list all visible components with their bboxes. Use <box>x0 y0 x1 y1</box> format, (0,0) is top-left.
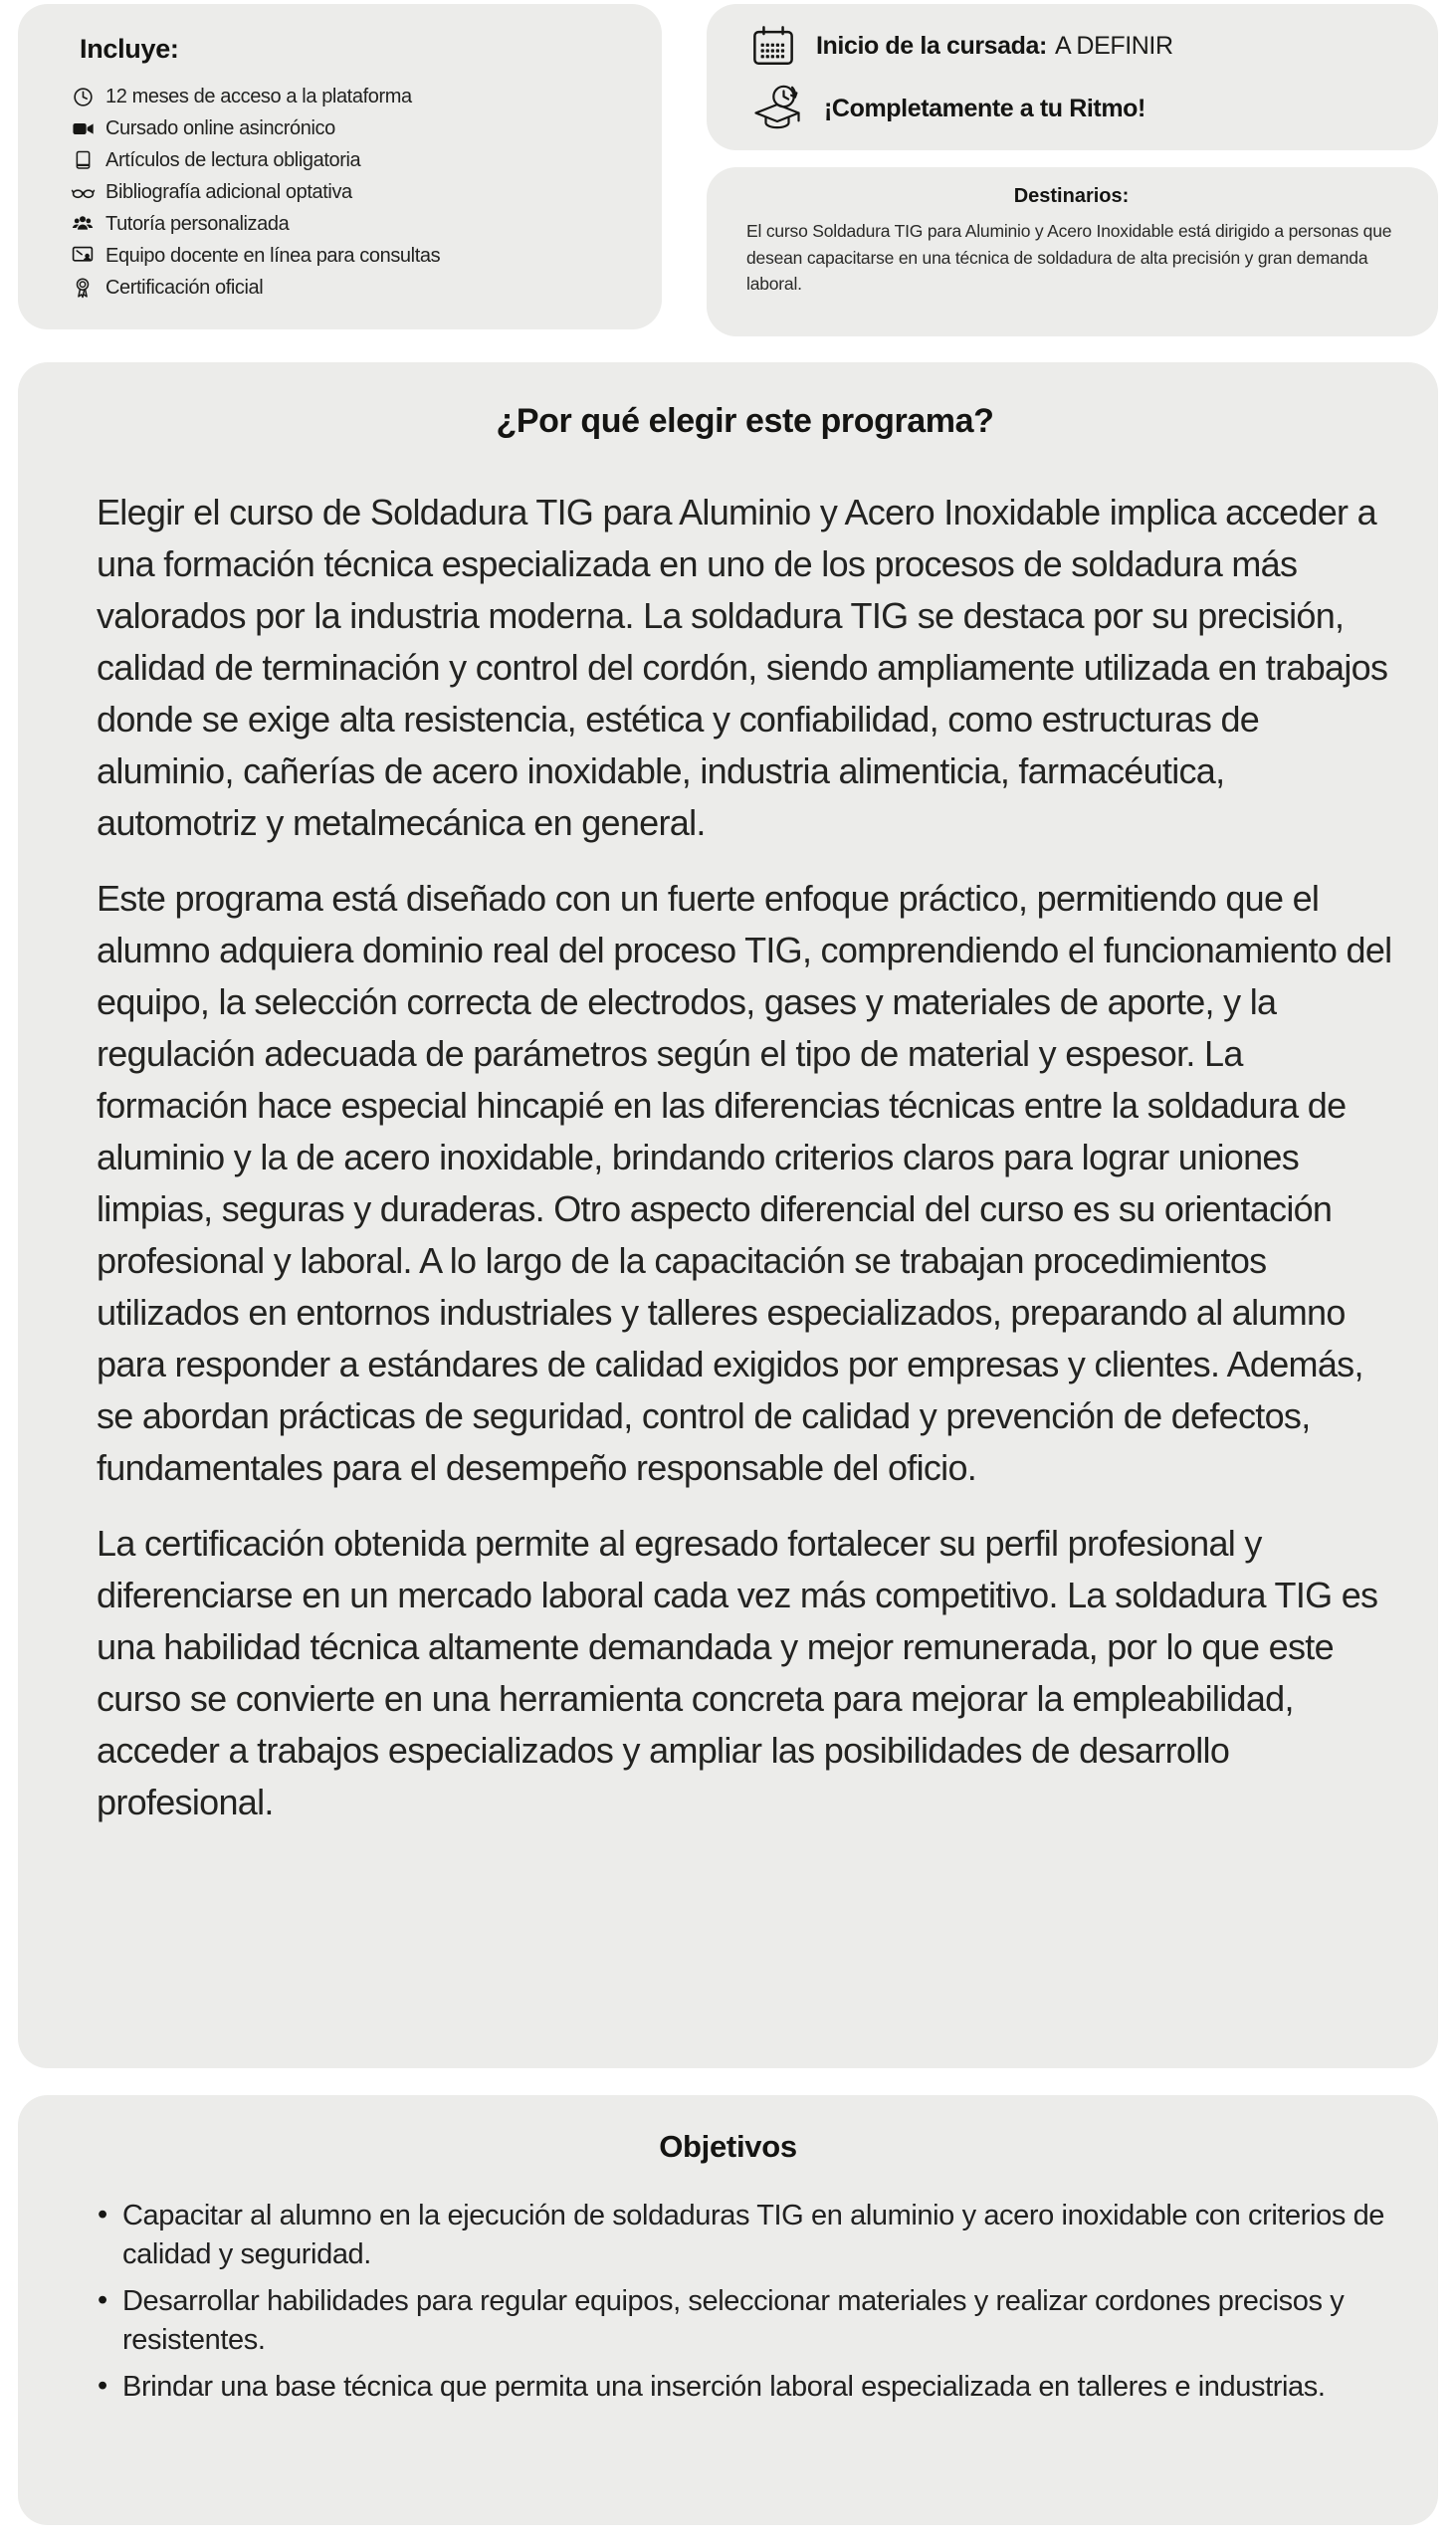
include-item-label: Bibliografía adicional optativa <box>105 180 352 203</box>
include-item <box>70 81 640 112</box>
include-item <box>70 240 640 272</box>
include-item-label: Tutoría personalizada <box>105 212 290 235</box>
include-item <box>70 176 640 208</box>
calendar-icon <box>750 25 796 68</box>
why-paragraph: La certificación obtenida permite al egresado fortalecer su perfil profesional y diferenciarse en un mercado laboral cada vez más competitivo. La soldadura TIG es una habilidad técnica altamente demandada y mejor remunerada, por lo que este curso se convierte en una herramienta concreta para mejorar la empleabilidad, acceder a trabajos especializados y ampliar las posibilidades de desarrollo profesional. <box>97 1523 1378 1822</box>
why-paragraph: Este programa está diseñado con un fuerte enfoque práctico, permitiendo que el alumno adquiera dominio real del proceso TIG, comprendiendo el funcionamiento del equipo, la selección correcta de electrodos, gases y materiales de aporte, y la regulación adecuada de parámetros según el tipo de material y espesor. La formación hace especial hincapié en las diferencias técnicas entre la soldadura de aluminio y la de acero inoxidable, brindando criterios claros para lograr uniones limpias, seguras y duraderas. Otro aspecto diferencial del curso es su orientación profesional y laboral. A lo largo de la capacitación se trabajan procedimientos utilizados en entornos industriales y talleres especializados, preparando al alumno para responder a estándares de calidad exigidos por empresas y clientes. Además, se abordan prácticas de seguridad, control de calidad y prevención de defectos, fundamentales para el desempeño responsable del oficio. <box>97 878 1392 1488</box>
teacher-board-icon <box>70 243 96 269</box>
includes-card <box>18 4 662 329</box>
why-card <box>18 362 1438 2068</box>
include-item <box>70 272 640 304</box>
objective-item: • Brindar una base técnica que permita una inserción laboral especializada en talleres e industrias. <box>93 2368 1416 2407</box>
pace-text: ¡Completamente a tu Ritmo! <box>824 94 1145 122</box>
objectives-title: Objetivos <box>659 2129 797 2164</box>
self-paced-icon <box>750 82 804 135</box>
includes-title: Incluye: <box>80 34 179 64</box>
includes-list <box>70 81 640 304</box>
right-column <box>707 4 1438 336</box>
include-item <box>70 144 640 176</box>
video-camera-icon <box>70 115 96 141</box>
include-item-label: Certificación oficial <box>105 276 264 299</box>
glasses-icon <box>70 179 96 205</box>
recipients-card <box>707 167 1438 336</box>
objectives-card <box>18 2095 1438 2525</box>
course-start-label: Inicio de la cursada: <box>816 31 1047 60</box>
tablet-icon <box>70 147 96 173</box>
recipients-title: Destinarios: <box>1013 185 1130 207</box>
award-icon <box>70 275 96 301</box>
pace-row <box>750 76 1422 141</box>
include-item-label: 12 meses de acceso a la plataforma <box>105 85 412 107</box>
users-icon <box>70 211 96 237</box>
recipients-body: El curso Soldadura TIG para Aluminio y Acero Inoxidable está dirigido a personas que desean capacitarse en una técnica de soldadura de alta precisión y gran demanda laboral. <box>746 221 1392 294</box>
course-start-value: A DEFINIR <box>1054 31 1173 60</box>
why-paragraph: Elegir el curso de Soldadura TIG para Aluminio y Acero Inoxidable implica acceder a una formación técnica especializada en uno de los procesos de soldadura más valorados por la industria moderna. La soldadura TIG se destaca por su precisión, calidad de terminación y control del cordón, siendo ampliamente utilizada en trabajos donde se exige alta resistencia, estética y confiabilidad, como estructuras de aluminio, cañerías de acero inoxidable, industria alimenticia, farmacéutica, automotriz y metalmecánica en general. <box>97 492 1388 843</box>
schedule-card <box>707 4 1438 150</box>
objectives-list <box>18 2197 1438 2407</box>
include-item <box>70 112 640 144</box>
why-paragraphs <box>97 487 1393 1828</box>
objective-item: • Desarrollar habilidades para regular equipos, seleccionar materiales y realizar cordones precisos y resistentes. <box>93 2282 1416 2360</box>
include-item-label: Cursado online asincrónico <box>105 116 335 139</box>
why-title: ¿Por qué elegir este programa? <box>496 402 994 440</box>
clock-icon <box>70 84 96 109</box>
course-start-row <box>750 18 1422 74</box>
include-item <box>70 208 640 240</box>
include-item-label: Equipo docente en línea para consultas <box>105 244 441 267</box>
course-start-text <box>816 32 1173 61</box>
objective-item: • Capacitar al alumno en la ejecución de soldaduras TIG en aluminio y acero inoxidable con criterios de calidad y seguridad. <box>93 2197 1416 2274</box>
include-item-label: Artículos de lectura obligatoria <box>105 148 361 171</box>
top-section <box>0 0 1456 336</box>
